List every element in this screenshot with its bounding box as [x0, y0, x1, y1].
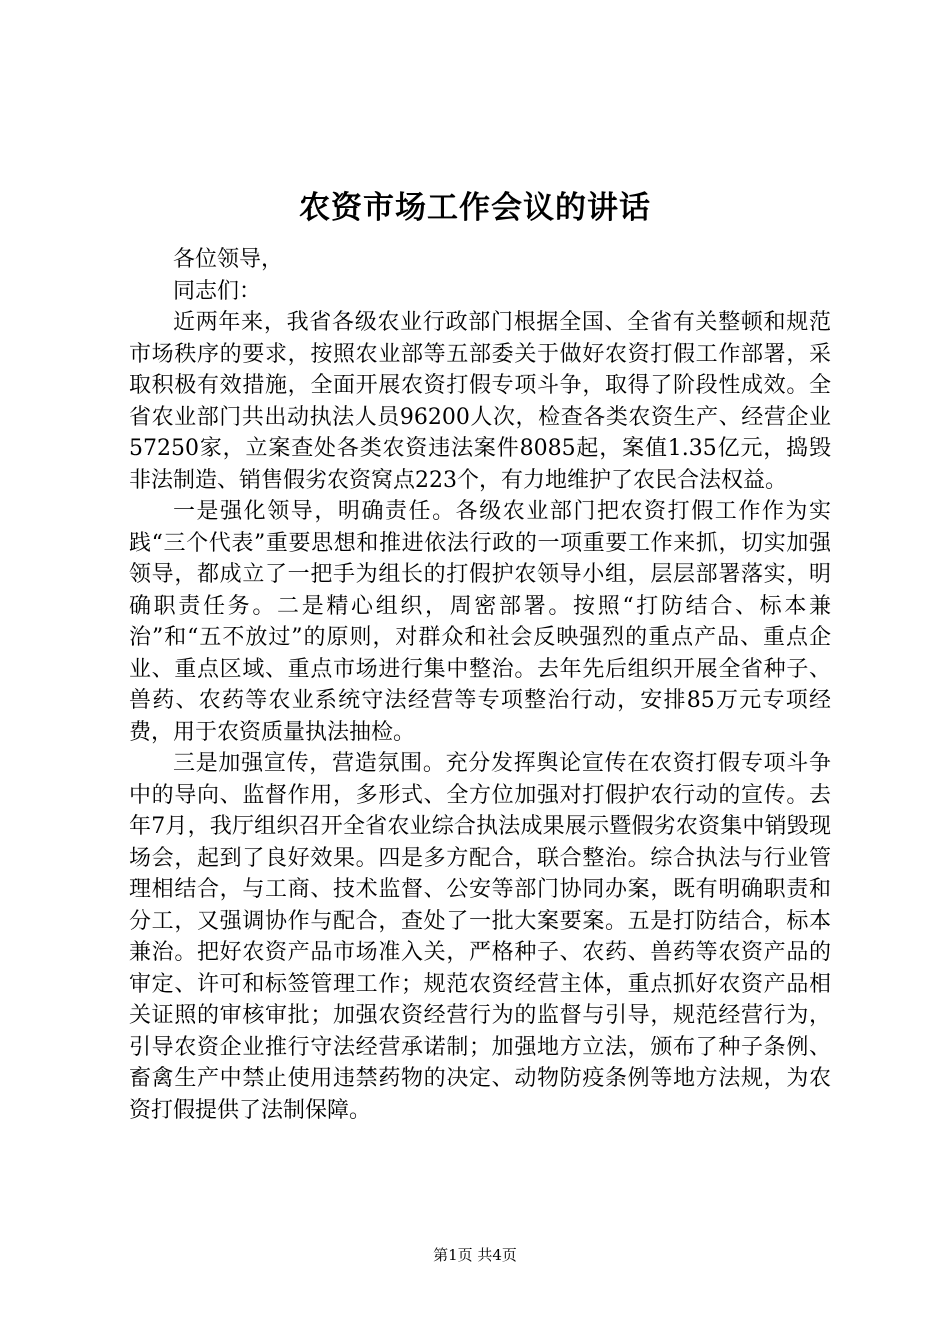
body-paragraph-intro: 近两年来，我省各级农业行政部门根据全国、全省有关整顿和规范市场秩序的要求，按照农业部等五部委关于做好农资打假工作部署，采取积极有效措施，全面开展农资打假专项斗争，取得了阶段性成效。全省农业部门共出动执法人员96200人次，检查各类农资生产、经营企业57250家，立案查处各类农资违法案件8085起，案值1.35亿元，捣毁非法制造、销售假劣农资窝点223个，有力地维护了农民合法权益。 — [129, 310, 831, 493]
document-title: 农资市场工作会议的讲话 — [299, 190, 651, 226]
body-paragraph-measures-one-two: 一是强化领导，明确责任。各级农业部门把农资打假工作作为实践“三个代表”重要思想和推进依法行政的一项重要工作来抓，切实加强领导，都成立了一把手为组长的打假护农领导小组，层层部署落实，明确职责任务。二是精心组织，周密部署。按照“打防结合、标本兼治”和“五不放过”的原则，对群众和社会反映强烈的重点产品、重点企业、重点区域、重点市场进行集中整治。去年先后组织开展全省种子、兽药、农药等农业系统守法经营等专项整治行动，安排85万元专项经费，用于农资质量执法抽检。 — [129, 499, 831, 745]
body-paragraph-measures-three-five: 三是加强宣传，营造氛围。充分发挥舆论宣传在农资打假专项斗争中的导向、监督作用，多形式、全方位加强对打假护农行动的宣传。去年7月，我厅组织召开全省农业综合执法成果展示暨假劣农资集中销毁现场会，起到了良好效果。四是多方配合，联合整治。综合执法与行业管理相结合，与工商、技术监督、公安等部门协同办案，既有明确职责和分工，又强调协作与配合，查处了一批大案要案。五是打防结合，标本兼治。把好农资产品市场准入关，严格种子、农药、兽药等农资产品的审定、许可和标签管理工作；规范农资经营主体，重点抓好农资产品相关证照的审核审批；加强农资经营行为的监督与引导，规范经营行为，引导农资企业推行守法经营承诺制；加强地方立法，颁布了种子条例、畜禽生产中禁止使用违禁药物的决定、动物防疫条例等地方法规，为农资打假提供了法制保障。 — [129, 751, 831, 1123]
salutation-leaders: 各位领导， — [173, 247, 284, 272]
page-number-footer: 第1页 共4页 — [433, 1246, 517, 1264]
salutation-comrades: 同志们： — [173, 278, 262, 304]
document-body — [129, 244, 831, 1126]
